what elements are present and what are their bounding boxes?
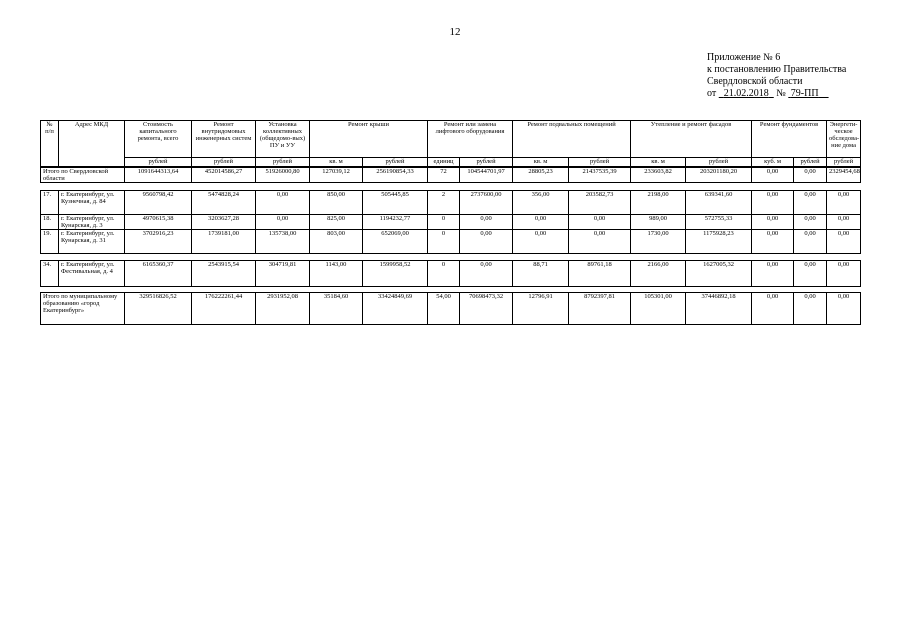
row-value: 1194232,77 <box>363 215 428 230</box>
header-cost: Стоимость капитального ремонта, всего <box>125 121 192 158</box>
row-value: 0,00 <box>256 215 310 230</box>
row-value: 0,00 <box>794 191 827 215</box>
header-energy: Энергети-ческое обследова-ние дома <box>827 121 861 158</box>
total-municipal-value: 70698473,32 <box>460 293 513 325</box>
row-value: 356,00 <box>513 191 569 215</box>
row-address: г. Екатеринбург, ул. Фестивальная, д. 4 <box>59 261 125 287</box>
row-value: 652069,00 <box>363 230 428 254</box>
appendix-line2: к постановлению Правительства <box>707 64 847 75</box>
row-value: 1599958,52 <box>363 261 428 287</box>
header-num: № п/п <box>41 121 59 167</box>
header-meters: Установка коллективных (общедомо-вых) ПУ и УУ <box>256 121 310 158</box>
row-value: 1739181,00 <box>192 230 256 254</box>
row-address: г. Екатеринбург, ул. Кунарская, д. 3 <box>59 215 125 230</box>
row-value: 89761,18 <box>569 261 631 287</box>
total-region-value: 21437535,39 <box>569 167 631 183</box>
total-region-label: Итого по Свердловской области <box>41 167 125 183</box>
row-value: 2543915,54 <box>192 261 256 287</box>
row-value: 0,00 <box>827 215 861 230</box>
rows-group-1 <box>40 190 861 254</box>
total-region-value: 127039,12 <box>310 167 363 183</box>
row-value: 0 <box>428 215 460 230</box>
row-value: 1730,00 <box>631 230 686 254</box>
row-value: 0,00 <box>513 230 569 254</box>
total-municipal-value: 176222261,44 <box>192 293 256 325</box>
table-row <box>41 215 861 230</box>
table-row <box>41 191 861 215</box>
unit-cell: рублей <box>363 158 428 167</box>
total-municipal-value: 54,00 <box>428 293 460 325</box>
row-value: 6165360,37 <box>125 261 192 287</box>
row-value: 203582,73 <box>569 191 631 215</box>
table-row <box>41 261 861 287</box>
row-value: 1175928,23 <box>686 230 752 254</box>
row-value: 0,00 <box>513 215 569 230</box>
total-municipal-value: 8792397,81 <box>569 293 631 325</box>
unit-cell: единиц <box>428 158 460 167</box>
table-row <box>41 230 861 254</box>
row-value: 825,00 <box>310 215 363 230</box>
total-region-value: 203201180,20 <box>686 167 752 183</box>
total-region-value: 256190854,33 <box>363 167 428 183</box>
total-region-value: 72 <box>428 167 460 183</box>
row-value: 9560798,42 <box>125 191 192 215</box>
row-value: 0,00 <box>256 191 310 215</box>
row-value: 135738,00 <box>256 230 310 254</box>
row-value: 0,00 <box>752 191 794 215</box>
unit-cell: куб. м <box>752 158 794 167</box>
row-value: 0,00 <box>794 230 827 254</box>
total-municipal-value: 0,00 <box>752 293 794 325</box>
total-municipal-label: Итого по муниципальному образованию «город Екатеринбург» <box>41 293 125 325</box>
row-value: 2737600,00 <box>460 191 513 215</box>
row-value: 2166,00 <box>631 261 686 287</box>
total-region-value: 0,00 <box>794 167 827 183</box>
total-region-value: 233603,82 <box>631 167 686 183</box>
header-engineering: Ремонт внутридомовых инженерных систем <box>192 121 256 158</box>
total-municipal-value: 329516826,52 <box>125 293 192 325</box>
row-num: 17. <box>41 191 59 215</box>
unit-cell: кв. м <box>631 158 686 167</box>
row-value: 5474828,24 <box>192 191 256 215</box>
total-municipal-value: 2931952,08 <box>256 293 310 325</box>
row-value: 0,00 <box>460 230 513 254</box>
total-municipal-row <box>41 293 861 325</box>
row-value: 3203627,28 <box>192 215 256 230</box>
resolution-number: 79-ПП <box>790 88 819 99</box>
row-value: 4970615,38 <box>125 215 192 230</box>
header-elevator: Ремонт или замена лифтового оборудования <box>428 121 513 158</box>
total-region-value: 0,00 <box>752 167 794 183</box>
row-value: 0,00 <box>460 261 513 287</box>
resolution-date: 21.02.2018 <box>723 88 769 99</box>
row-value: 0 <box>428 261 460 287</box>
header-roof: Ремонт крыши <box>310 121 428 158</box>
header-facade: Утепление и ремонт фасадов <box>631 121 752 158</box>
row-value: 2198,00 <box>631 191 686 215</box>
unit-cell: рублей <box>460 158 513 167</box>
total-municipal-value: 0,00 <box>827 293 861 325</box>
total-region-value: 1091644313,64 <box>125 167 192 183</box>
appendix-line3: Свердловской области <box>707 76 803 87</box>
row-value: 1143,00 <box>310 261 363 287</box>
total-municipal-value: 33424849,69 <box>363 293 428 325</box>
row-value: 0,00 <box>827 230 861 254</box>
row-value: 88,71 <box>513 261 569 287</box>
row-value: 0,00 <box>752 261 794 287</box>
total-region-value: 28805,23 <box>513 167 569 183</box>
rows-group-2 <box>40 260 861 287</box>
row-num: 18. <box>41 215 59 230</box>
total-municipal-value: 0,00 <box>794 293 827 325</box>
row-value: 0,00 <box>569 215 631 230</box>
row-value: 989,00 <box>631 215 686 230</box>
unit-cell: рублей <box>827 158 861 167</box>
unit-cell: рублей <box>686 158 752 167</box>
row-value: 3702916,23 <box>125 230 192 254</box>
row-value: 639341,60 <box>686 191 752 215</box>
total-municipal-value: 105301,00 <box>631 293 686 325</box>
total-region-value: 104544701,97 <box>460 167 513 183</box>
total-region-value: 452014586,27 <box>192 167 256 183</box>
unit-cell: рублей <box>256 158 310 167</box>
row-value: 0,00 <box>827 191 861 215</box>
row-value: 0,00 <box>752 230 794 254</box>
row-value: 0,00 <box>794 261 827 287</box>
row-address: г. Екатеринбург, ул. Кунарская, д. 31 <box>59 230 125 254</box>
row-value: 0,00 <box>752 215 794 230</box>
total-municipal-value: 12796,91 <box>513 293 569 325</box>
total-region-value: 51926000,80 <box>256 167 310 183</box>
row-value: 1627005,32 <box>686 261 752 287</box>
unit-cell: рублей <box>569 158 631 167</box>
row-value: 304719,81 <box>256 261 310 287</box>
row-num: 34. <box>41 261 59 287</box>
row-value: 0,00 <box>827 261 861 287</box>
total-region-value: 2329454,68 <box>827 167 861 183</box>
number-prefix: № <box>776 88 786 99</box>
header-foundation: Ремонт фундаментов <box>752 121 827 158</box>
row-value: 572755,33 <box>686 215 752 230</box>
row-value: 0,00 <box>460 215 513 230</box>
row-address: г. Екатеринбург, ул. Кузнечная, д. 84 <box>59 191 125 215</box>
unit-cell: кв. м <box>513 158 569 167</box>
row-num: 19. <box>41 230 59 254</box>
row-value: 850,00 <box>310 191 363 215</box>
row-value: 803,00 <box>310 230 363 254</box>
row-value: 0 <box>428 230 460 254</box>
total-municipal-table <box>40 292 861 325</box>
header-table <box>40 120 861 183</box>
row-value: 0,00 <box>569 230 631 254</box>
unit-cell: рублей <box>794 158 827 167</box>
unit-cell: рублей <box>192 158 256 167</box>
header-address: Адрес МКД <box>59 121 125 167</box>
header-basement: Ремонт подвальных помещений <box>513 121 631 158</box>
appendix-header <box>707 52 846 100</box>
date-prefix: от <box>707 88 717 99</box>
row-value: 0,00 <box>794 215 827 230</box>
appendix-date-line <box>707 88 846 100</box>
total-municipal-value: 37446892,18 <box>686 293 752 325</box>
unit-cell: кв. м <box>310 158 363 167</box>
row-value: 505445,85 <box>363 191 428 215</box>
unit-cell: рублей <box>125 158 192 167</box>
row-value: 2 <box>428 191 460 215</box>
page-number: 12 <box>449 26 461 38</box>
total-municipal-value: 35184,60 <box>310 293 363 325</box>
appendix-title: Приложение № 6 <box>707 52 781 63</box>
